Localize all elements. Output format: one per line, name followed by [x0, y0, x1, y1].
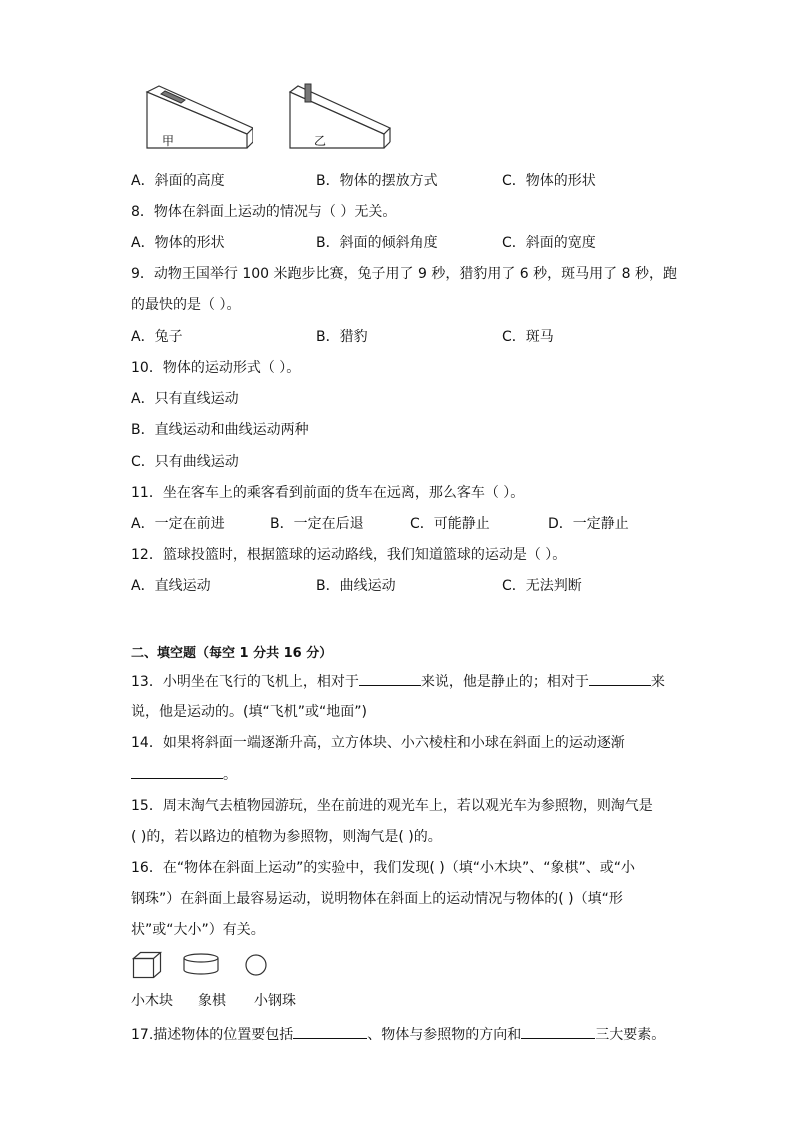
q13-blank-1[interactable] [359, 671, 421, 686]
q12-stem: 12．篮球投篮时，根据篮球的运动路线，我们知道篮球的运动是（ ）。 [131, 547, 567, 563]
q15-line1: 15．周末淘气去植物园游玩，坐在前进的观光车上，若以观光车为参照物，则淘气是 [131, 798, 653, 814]
q14-line1: 14．如果将斜面一端逐渐升高，立方体块、小六棱柱和小球在斜面上的运动逐渐 [131, 735, 625, 751]
q8-option-a: A．物体的形状 [131, 235, 225, 251]
q17-part3: 三大要素。 [595, 1027, 666, 1043]
incline-label-yi: 乙 [314, 134, 327, 148]
q14-line2-end: 。 [223, 767, 237, 783]
q9-option-c: C．斑马 [502, 329, 554, 345]
q17-line [131, 1024, 665, 1045]
q9-option-b: B．猎豹 [316, 329, 368, 345]
q10-option-c: C．只有曲线运动 [131, 454, 239, 470]
q16-line3: 状”或“大小”）有关。 [131, 922, 265, 938]
q13-part1: 13．小明坐在飞行的飞机上，相对于 [131, 674, 359, 690]
q13-blank-2[interactable] [589, 671, 651, 686]
q9-stem-line1: 9．动物王国举行 100 米跑步比赛，兔子用了 9 秒，猎豹用了 6 秒，斑马用了 8 秒，跑 [131, 266, 677, 282]
shape-label-steel-ball: 小钢珠 [254, 993, 296, 1009]
q13-part2: 来说，他是静止的；相对于 [420, 674, 589, 690]
incline-label-jia: 甲 [162, 134, 175, 148]
q8-option-b: B．斜面的倾斜角度 [316, 235, 438, 251]
q10-option-b: B．直线运动和曲线运动两种 [131, 422, 309, 438]
steel-ball-icon [244, 953, 268, 977]
shape-label-chess: 象棋 [198, 993, 226, 1009]
q7-option-a: A．斜面的高度 [131, 173, 225, 189]
q8-stem: 8．物体在斜面上运动的情况与（ ）无关。 [131, 204, 397, 220]
q11-option-d: D．一定静止 [548, 516, 629, 532]
q17-blank-2[interactable] [521, 1024, 595, 1039]
incline-figure-jia [143, 82, 253, 152]
q17-part1: 17.描述物体的位置要包括 [131, 1027, 294, 1043]
q13-part3: 来 [650, 674, 665, 690]
section-title-fill-in: 二、填空题（每空 1 分共 16 分） [131, 646, 333, 661]
q11-option-c: C．可能静止 [410, 516, 490, 532]
q8-option-c: C．斜面的宽度 [502, 235, 596, 251]
q13-line2: 说，他是运动的。(填“飞机”或“地面”) [131, 704, 367, 720]
q12-option-b: B．曲线运动 [316, 578, 396, 594]
q14-blank[interactable] [131, 764, 223, 779]
q11-option-b: B．一定在后退 [270, 516, 364, 532]
q14-line2 [131, 764, 237, 785]
q16-line2: 钢珠”）在斜面上最容易运动，说明物体在斜面上的运动情况与物体的( )（填“形 [131, 891, 623, 907]
q9-stem-line2: 的最快的是（ ）。 [131, 297, 241, 313]
q12-option-c: C．无法判断 [502, 578, 582, 594]
q10-stem: 10．物体的运动形式（ ）。 [131, 360, 301, 376]
q12-option-a: A．直线运动 [131, 578, 211, 594]
shape-label-wood-block: 小木块 [131, 993, 173, 1009]
q17-part2: 、物体与参照物的方向和 [367, 1027, 522, 1043]
q9-option-a: A．兔子 [131, 329, 183, 345]
incline-figure-yi [286, 82, 396, 152]
q15-line2: ( )的，若以路边的植物为参照物，则淘气是( )的。 [131, 829, 442, 845]
q11-stem: 11．坐在客车上的乘客看到前面的货车在远离，那么客车（ ）。 [131, 485, 525, 501]
q16-line1: 16．在“物体在斜面上运动”的实验中，我们发现( )（填“小木块”、“象棋”、或“小 [131, 860, 635, 876]
q13-line1 [131, 671, 665, 692]
q7-option-b: B．物体的摆放方式 [316, 173, 438, 189]
q11-option-a: A．一定在前进 [131, 516, 225, 532]
cube-icon [132, 951, 164, 979]
chess-piece-icon [182, 953, 220, 977]
q17-blank-1[interactable] [293, 1024, 367, 1039]
q10-option-a: A．只有直线运动 [131, 391, 239, 407]
q7-option-c: C．物体的形状 [502, 173, 596, 189]
